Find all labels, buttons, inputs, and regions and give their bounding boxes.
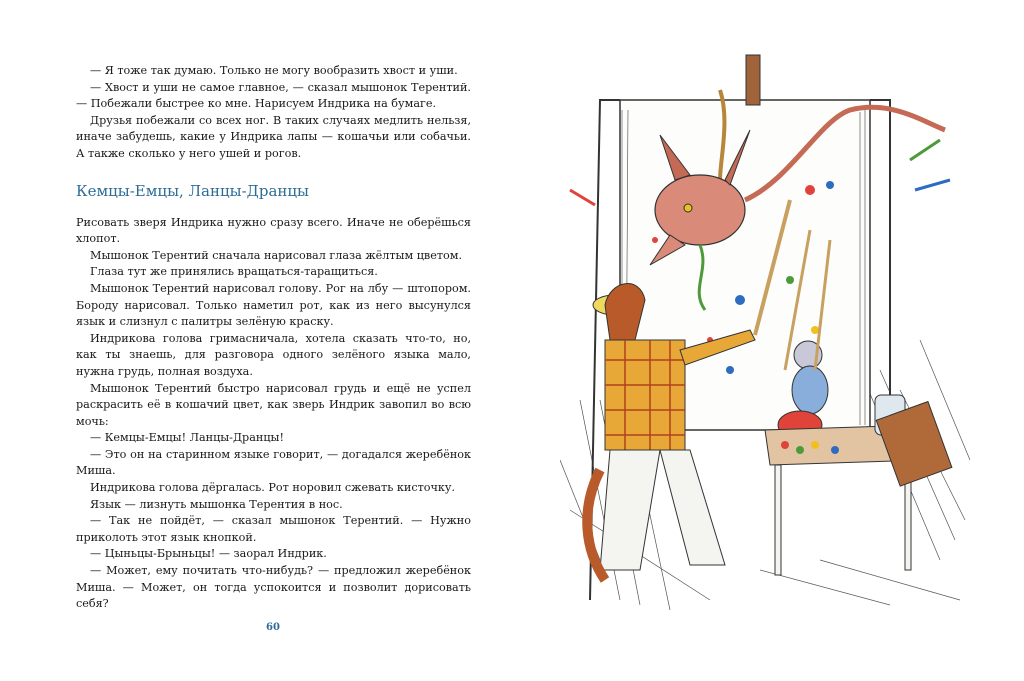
illustration [560,40,980,620]
paragraph: Друзья побежали со всех ног. В таких случаях медлить нельзя, иначе забудешь, какие у Индрика лапы — кошачьи или собачьи. А также сколько у него ушей и рогов. [76,113,471,160]
paragraph: Индрикова голова дёргалась. Рот норовил сжевать кисточку. [90,481,456,495]
paragraph: — Кемцы-Емцы! Ланцы-Дранцы! [90,431,284,445]
paragraph: Глаза тут же принялись вращаться-таращиться. [90,265,378,279]
page-number: 60 [266,622,280,633]
chapter-heading: Кемцы-Емцы, Ланцы-Дранцы [76,181,309,200]
paragraph: Мышонок Терентий сначала нарисовал глаза жёлтым цветом. [90,248,463,262]
paragraph: — Может, ему почитать что-нибудь? — предложил жеребёнок Миша. — Может, он тогда успокоится и позволит дорисовать себя? [76,564,471,611]
paragraph: — Хвост и уши не самое главное, — сказал мышонок Терентий. — Побежали быстрее ко мне. Нарисуем Индрика на бумаге. [76,80,471,111]
paragraph: Мышонок Терентий нарисовал голову. Рог на лбу — штопором. Бороду нарисовал. Только наметил рот, как из него высунулся язык и слизнул с палитры зелёную краску. [76,281,471,329]
paragraph: Индрикова голова гримасничала, хотела сказать что-то, но, как ты знаешь, для разговора одного зелёного языка мало, нужна грудь, полная воздуха. [76,331,471,378]
paragraph: — Это он на старинном языке говорит, — догадался жеребёнок Миша. [76,447,471,478]
paragraph: Рисовать зверя Индрика нужно сразу всего. Иначе не оберёшься хлопот. [76,215,471,246]
paragraph: — Так не пойдёт, — сказал мышонок Терентий. — Нужно приколоть этот язык кнопкой. [76,514,471,544]
paragraph: Мышонок Терентий быстро нарисовал грудь и ещё не успел раскрасить её в кошачий цвет, как зверь Индрик завопил во всю мочь: [76,381,471,428]
paragraph: — Я тоже так думаю. Только не могу вообразить хвост и уши. [90,64,458,77]
text-column [76,63,471,613]
paragraph: Язык — лизнуть мышонка Терентия в нос. [90,497,343,511]
paragraph: — Цыньцы-Брыньцы! — заорал Индрик. [90,547,327,561]
